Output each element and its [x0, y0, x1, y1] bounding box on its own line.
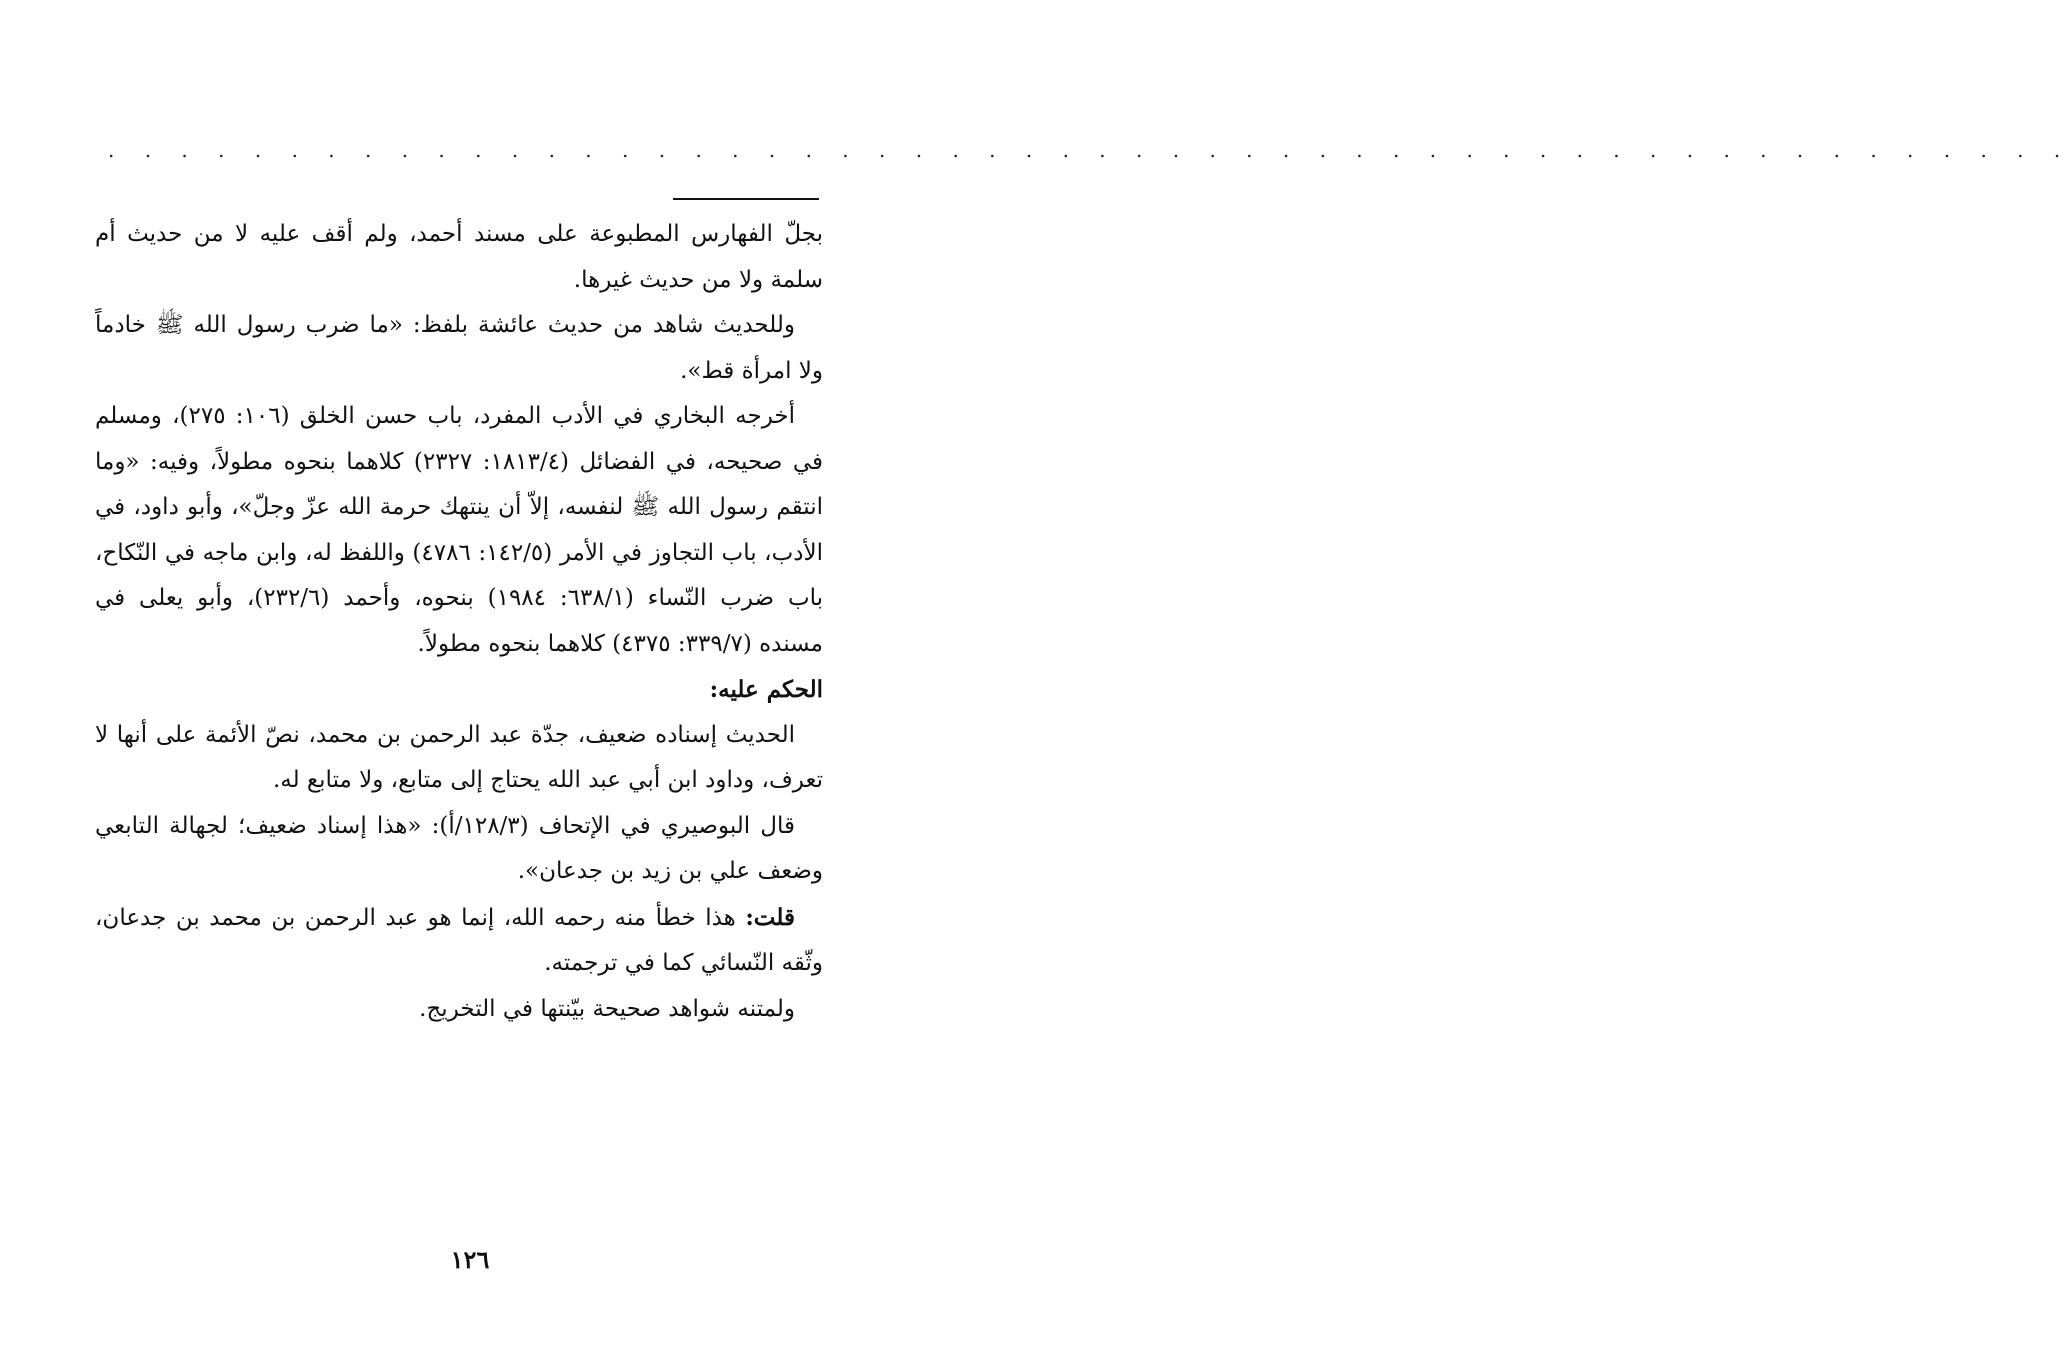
footnote-rule [673, 198, 819, 200]
ruling-paragraph-3-text: هذا خطأ منه رحمه الله، إنما هو عبد الرحمن بن محمد بن جدعان، وثّقه النّسائي كما في ترجمته. [95, 904, 823, 976]
ruling-lead-word: قلت: [745, 903, 795, 931]
footnote-paragraph-3: أخرجه البخاري في الأدب المفرد، باب حسن الخلق (١٠٦: ٢٧٥)، ومسلم في صحيحه، في الفضائل (١٨١٣/٤: ٢٣٢٧) كلاهما بنحوه مطولاً، وفيه: «وما انتقم رسول الله ﷺ لنفسه، إلاّ أن ينتهك حرمة الله عزّ وجلّ»، وأبو داود، في الأدب، باب التجاوز في الأمر (١٤٢/٥: ٤٧٨٦) واللفظ له، وابن ماجه في النّكاح، باب ضرب النّساء (٦٣٨/١: ١٩٨٤) بنحوه، وأحمد (٢٣٢/٦)، وأبو يعلى في مسنده (٣٣٩/٧: ٤٣٧٥) كلاهما بنحوه مطولاً. [95, 403, 824, 657]
ruling-heading: الحكم عليه: [709, 676, 823, 703]
ruling-paragraph-2: قال البوصيري في الإتحاف (١٢٨/٣/أ): «هذا إسناد ضعيف؛ لجهالة التابعي وضعف علي بن زيد بن جدعان». [95, 812, 823, 884]
ruling-paragraph-4: ولمتنه شواهد صحيحة بيّنتها في التخريج. [419, 995, 795, 1022]
page-body [95, 212, 823, 1032]
footnote-paragraph-1: بجلّ الفهارس المطبوعة على مسند أحمد، ولم أقف عليه لا من حديث أم سلمة ولا من حديث غيرها. [95, 221, 823, 293]
dotted-separator: . . . . . . . . . . . . . . . . . . . . . . . . . . . . . . . . . . . . . . . . . . . . . . . . . . . . . . [108, 138, 2072, 162]
ruling-paragraph-1: الحديث إسناده ضعيف، جدّة عبد الرحمن بن محمد، نصّ الأئمة على أنها لا تعرف، وداود ابن أبي عبد الله يحتاج إلى متابع، ولا متابع له. [95, 721, 823, 793]
page-number: ١٢٦ [450, 1245, 490, 1274]
footnote-paragraph-2: وللحديث شاهد من حديث عائشة بلفظ: «ما ضرب رسول الله ﷺ خادماً ولا امرأة قط». [95, 312, 823, 384]
ruling-paragraph-3 [95, 895, 823, 987]
